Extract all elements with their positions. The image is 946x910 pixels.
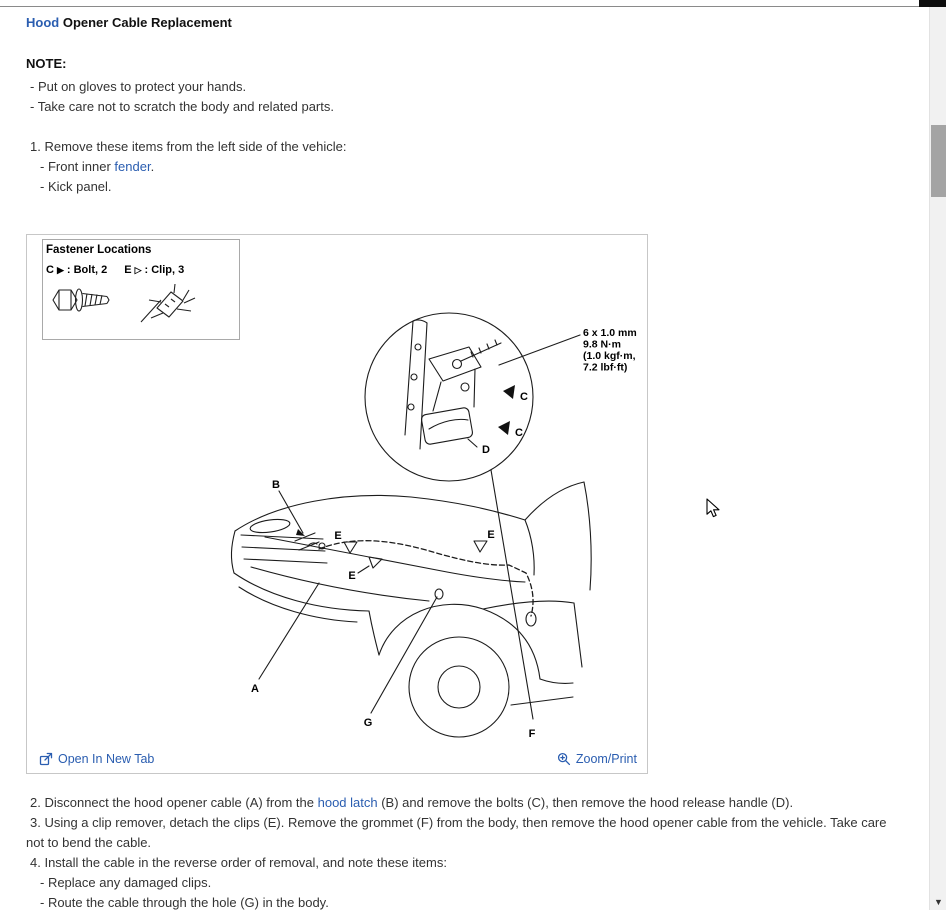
hood-latch-link[interactable]: hood latch <box>317 795 378 810</box>
label-e: E <box>334 530 342 542</box>
filled-triangle-icon: ▶ <box>56 264 64 275</box>
step-4: 4. Install the cable in the reverse order of removal, and note these items: <box>30 855 447 870</box>
page-title <box>26 15 923 31</box>
clip-drawing-icon <box>137 280 207 326</box>
fender-link[interactable]: fender <box>114 159 151 174</box>
step-4-item: - Route the cable through the hole (G) in the body. <box>40 895 329 910</box>
step-3: 3. Using a clip remover, detach the clips (E). Remove the grommet (F) from the body, then remove the hood opener cable from the vehicle. Take care not to bend the cable. <box>26 815 887 850</box>
label-e: E <box>348 570 356 582</box>
figure-panel <box>26 234 648 774</box>
open-in-new-tab-label: Open In New Tab <box>58 752 155 766</box>
mouse-cursor <box>706 498 722 520</box>
zoom-print-label: Zoom/Print <box>575 752 637 766</box>
fastener-legend <box>42 239 240 340</box>
label-e: E <box>487 529 495 541</box>
torque-spec: 9.8 N·m <box>583 338 621 351</box>
legend-e-letter: E <box>124 264 132 276</box>
bolt-drawing-icon <box>49 284 115 326</box>
label-f: F <box>528 728 536 740</box>
legend-art <box>43 276 239 326</box>
document-content <box>26 7 923 910</box>
label-c: C <box>520 391 528 403</box>
zoom-icon <box>557 752 571 766</box>
bullet-text: . <box>150 159 155 174</box>
step-text: (B) and remove the bolts (C), then remove the hood release handle (D). <box>377 795 794 810</box>
legend-c-text: : Bolt, 2 <box>66 264 108 276</box>
label-a: A <box>251 683 259 695</box>
bullet-text: - Front inner <box>40 159 115 174</box>
label-c: C <box>515 427 523 439</box>
open-in-new-tab-link[interactable] <box>39 752 154 766</box>
hood-link[interactable]: Hood <box>26 15 60 30</box>
legend-title: Fastener Locations <box>46 244 152 256</box>
figure-footer <box>39 752 637 766</box>
step-text: 2. Disconnect the hood opener cable (A) from the <box>30 795 318 810</box>
top-right-black-bar <box>919 0 946 7</box>
steps-section <box>26 793 906 910</box>
step-1-item-kick-panel: - Kick panel. <box>40 179 112 194</box>
page-title-text: Opener Cable Replacement <box>59 15 232 30</box>
note-item: - Put on gloves to protect your hands. <box>30 79 247 94</box>
scroll-down-button[interactable] <box>930 893 946 910</box>
label-b: B <box>272 479 280 491</box>
step-2 <box>26 793 906 813</box>
torque-spec: 6 x 1.0 mm <box>583 327 637 339</box>
scrollbar-thumb[interactable] <box>931 125 946 197</box>
open-in-new-tab-icon <box>39 752 53 766</box>
step-1-item-front-inner-fender <box>26 157 923 177</box>
note-heading: NOTE: <box>26 56 67 71</box>
open-triangle-icon: ▷ <box>134 264 142 275</box>
scroll-down-icon: ▼ <box>934 896 943 907</box>
torque-spec: 7.2 lbf·ft) <box>583 361 628 374</box>
note-item: - Take care not to scratch the body and related parts. <box>30 99 334 114</box>
step-1-heading: 1. Remove these items from the left side of the vehicle: <box>30 139 347 154</box>
torque-spec: (1.0 kgf·m, <box>583 350 636 362</box>
legend-row <box>43 256 239 276</box>
step-4-item: - Replace any damaged clips. <box>40 875 212 890</box>
label-g: G <box>363 717 373 729</box>
zoom-print-link[interactable] <box>557 752 637 766</box>
label-d: D <box>482 444 490 456</box>
legend-c-letter: C <box>46 264 54 276</box>
vertical-scrollbar[interactable] <box>929 0 946 910</box>
legend-e-text: : Clip, 3 <box>144 264 185 276</box>
